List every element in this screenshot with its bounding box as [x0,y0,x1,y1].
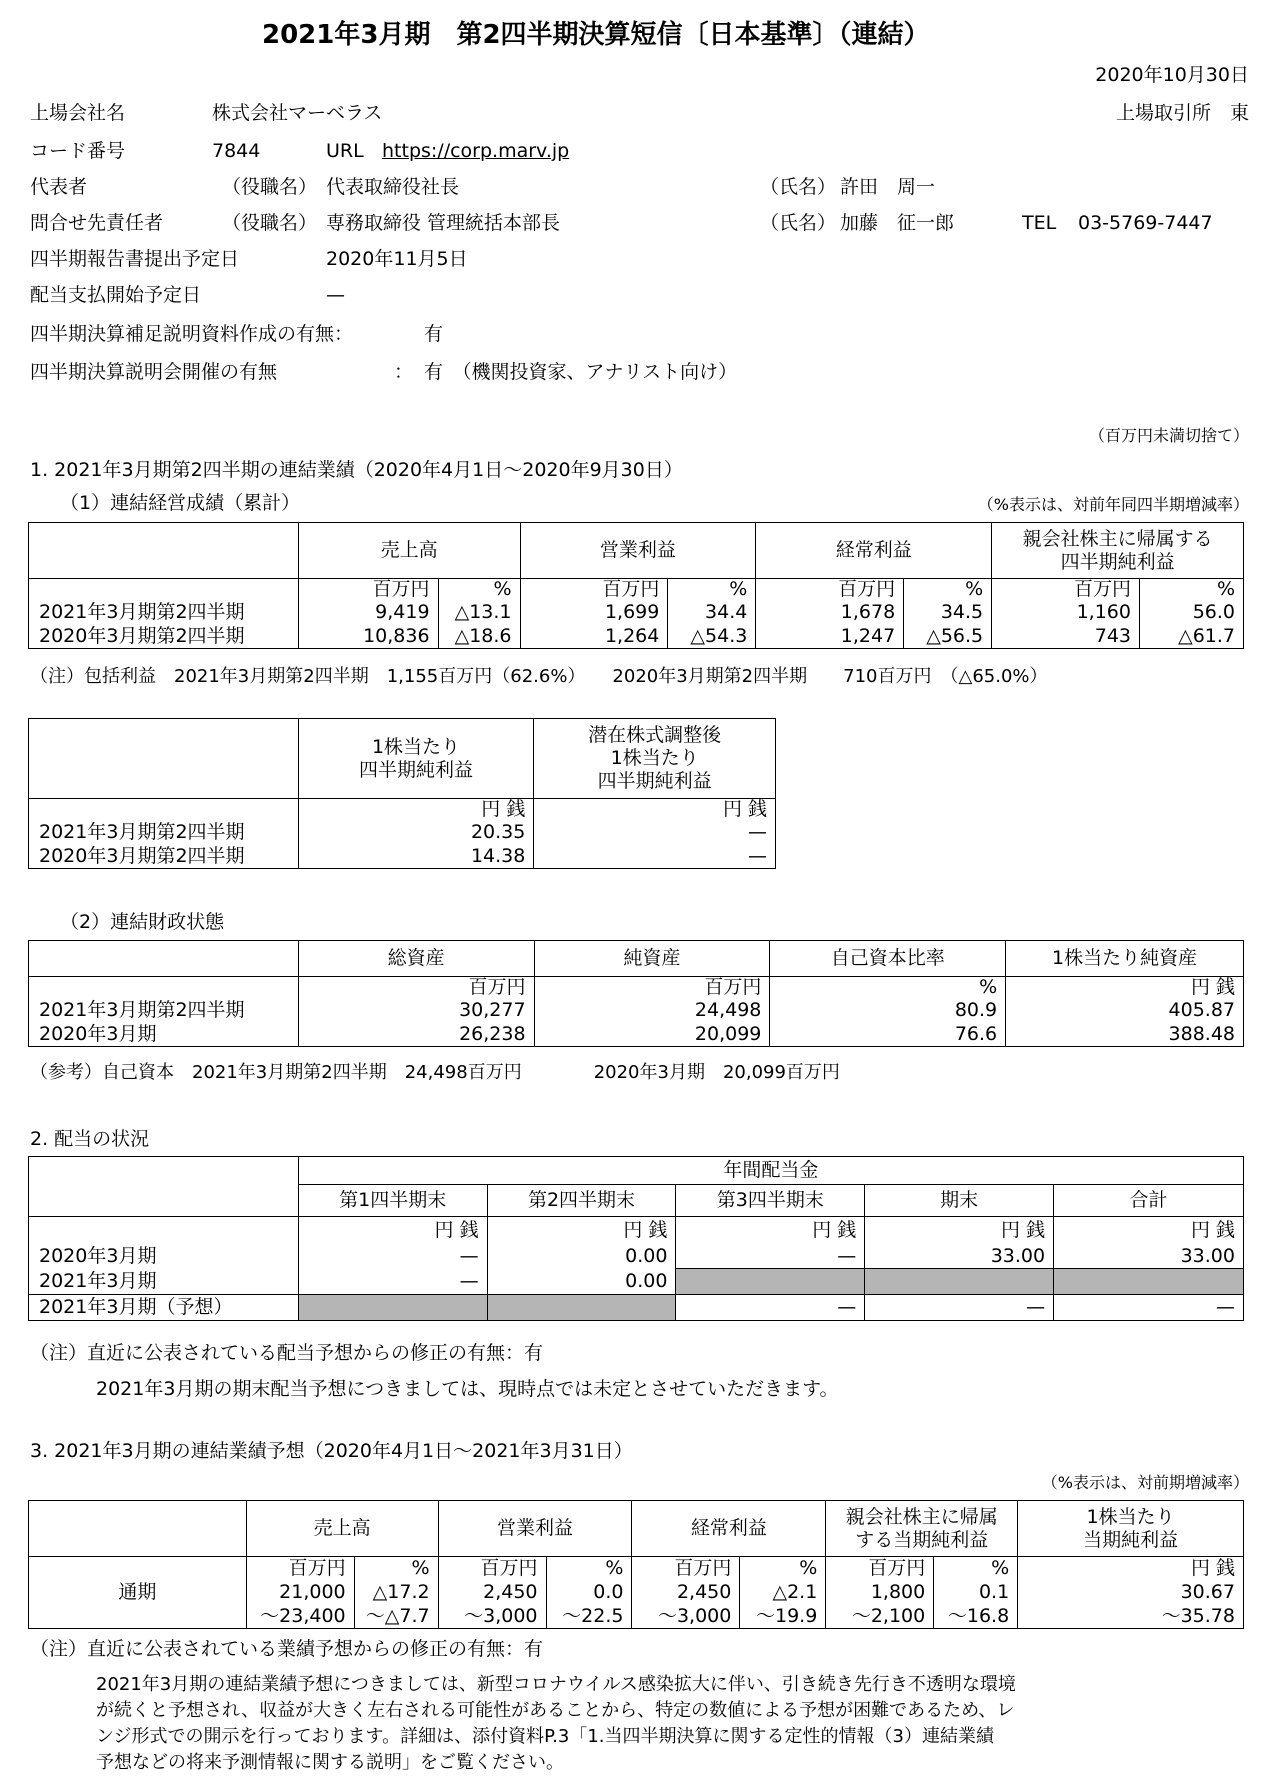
dividend-forecast-note: 2021年3月期の期末配当予想につきましては、現時点では未定とさせていただきます。 [96,1378,839,1400]
value-cell: ～3,000 [438,1605,546,1629]
value-cell: — [676,1295,865,1321]
representative-name: 許田 周一 [840,176,936,198]
header-blank [29,719,299,799]
value-cell: 21,000 [246,1581,354,1605]
col-header-net-assets: 純資産 [534,941,770,977]
report-date-label: 四半期報告書提出予定日 [30,248,240,270]
value-cell: 0.0 [546,1581,632,1605]
shaded-cell [298,1295,487,1321]
value-cell: 10,836 [298,625,438,649]
value-cell: — [865,1295,1054,1321]
col-header-equity-ratio: 自己資本比率 [770,941,1006,977]
briefing-label: 四半期決算説明会開催の有無 [30,361,278,383]
value-cell: △18.6 [438,625,520,649]
header-blank [29,1501,247,1557]
unit-cell: 円 銭 [298,1217,487,1245]
forecast-revision-note: （注）直近に公表されている業績予想からの修正の有無：有 [30,1638,544,1660]
supplementary-value: 有 [424,323,444,345]
col-header-total-assets: 総資産 [298,941,534,977]
unit-cell: 円 銭 [1006,977,1244,999]
col-header-net-income: 親会社株主に帰属 する当期純利益 [826,1501,1018,1557]
value-cell: 1,678 [756,601,904,625]
contact-name: 加藤 征一郎 [840,212,955,234]
value-cell: 33.00 [1054,1245,1244,1269]
row-label: 2021年3月期 [29,1269,299,1295]
value-cell: ～3,000 [632,1605,740,1629]
col-header-q3: 第3四半期末 [676,1185,865,1217]
col-header-q2: 第2四半期末 [487,1185,676,1217]
unit-cell: % [546,1557,632,1581]
shaded-cell [676,1269,865,1295]
unit-cell: 円 銭 [676,1217,865,1245]
row-label: 2021年3月期（予想） [29,1295,299,1321]
unit-cell: 百万円 [992,579,1140,601]
value-cell: 9,419 [298,601,438,625]
value-cell: 34.4 [668,601,756,625]
value-cell: 76.6 [770,1023,1006,1047]
value-cell: 1,160 [992,601,1140,625]
url-label: URL [326,140,364,162]
col-header-eps: 1株当たり 当期純利益 [1018,1501,1244,1557]
value-cell: ～22.5 [546,1605,632,1629]
code-value: 7844 [212,140,261,162]
col-header-q1: 第1四半期末 [298,1185,487,1217]
row-label: 2020年3月期第2四半期 [29,625,299,649]
value-cell: ～35.78 [1018,1605,1244,1629]
section1-sub1: （1）連結経営成績（累計） [60,492,301,514]
dividend-revision-note: （注）直近に公表されている配当予想からの修正の有無：有 [30,1342,544,1364]
unit-cell: 円 銭 [1018,1557,1244,1581]
unit-blank [29,1217,299,1245]
value-cell: ～19.9 [740,1605,826,1629]
briefing-colon: ： [394,361,414,383]
col-header-sales: 売上高 [298,523,520,579]
section1-sub1-note: （%表示は、対前年同四半期増減率） [977,495,1249,514]
value-cell: — [534,821,776,845]
document-title: 2021年3月期 第2四半期決算短信〔日本基準〕（連結） [262,20,930,50]
value-cell: ～2,100 [826,1605,934,1629]
contact-label: 問合せ先責任者 [30,212,164,234]
unit-cell: 円 銭 [487,1217,676,1245]
row-label: 2021年3月期第2四半期 [29,821,299,845]
value-cell: 80.9 [770,999,1006,1023]
unit-cell: % [904,579,992,601]
unit-cell: 百万円 [520,579,668,601]
value-cell: 14.38 [298,845,534,869]
value-cell: ～16.8 [934,1605,1018,1629]
unit-cell: 百万円 [756,579,904,601]
value-cell: 1,800 [826,1581,934,1605]
position-label: （役職名） [222,212,318,234]
unit-cell: 百万円 [298,579,438,601]
value-cell: 20,099 [534,1023,770,1047]
unit-cell: 円 銭 [1054,1217,1244,1245]
value-cell: 20.35 [298,821,534,845]
annual-dividend-header: 年間配当金 [298,1157,1243,1185]
name-label: （氏名） [760,212,837,234]
tel-label: TEL [1022,212,1057,234]
dividend-date-label: 配当支払開始予定日 [30,284,202,306]
value-cell: 34.5 [904,601,992,625]
unit-cell: 百万円 [298,977,534,999]
representative-label: 代表者 [30,176,88,198]
col-header-net-income: 親会社株主に帰属する 四半期純利益 [992,523,1244,579]
dividend-date: — [326,284,345,306]
unit-cell: % [668,579,756,601]
rounding-note: （百万円未満切捨て） [1088,426,1249,445]
unit-cell: 円 銭 [865,1217,1054,1245]
eps-table [28,718,776,869]
value-cell: 2,450 [438,1581,546,1605]
unit-cell: % [740,1557,826,1581]
company-url-link[interactable]: https://corp.marv.jp [382,140,570,162]
col-header-eps: 1株当たり 四半期純利益 [298,719,534,799]
header-blank [29,1157,299,1217]
section2-heading: 2. 配当の状況 [30,1128,150,1150]
representative-title: 代表取締役社長 [326,176,460,198]
exchange: 上場取引所 東 [1115,102,1249,124]
value-cell: △54.3 [668,625,756,649]
value-cell: 743 [992,625,1140,649]
value-cell: △61.7 [1140,625,1244,649]
col-header-diluted-eps: 潜在株式調整後 1株当たり 四半期純利益 [534,719,776,799]
section1-heading: 1. 2021年3月期第2四半期の連結業績（2020年4月1日～2020年9月30日） [30,459,683,481]
row-label-full-year: 通期 [29,1557,247,1629]
shaded-cell [487,1295,676,1321]
unit-blank [29,977,299,999]
unit-blank [29,799,299,821]
col-header-bps: 1株当たり純資産 [1006,941,1244,977]
unit-blank [29,579,299,601]
row-label: 2020年3月期 [29,1245,299,1269]
position-label: （役職名） [222,176,318,198]
name-label: （氏名） [760,176,837,198]
value-cell: 405.87 [1006,999,1244,1023]
col-header-total: 合計 [1054,1185,1244,1217]
unit-cell: % [354,1557,438,1581]
code-label: コード番号 [30,140,126,162]
row-label: 2020年3月期 [29,1023,299,1047]
shaded-cell [1054,1269,1244,1295]
shaded-cell [865,1269,1054,1295]
col-header-ordinary-income: 経常利益 [632,1501,826,1557]
col-header-year-end: 期末 [865,1185,1054,1217]
operating-results-table [28,522,1244,649]
value-cell: 0.00 [487,1245,676,1269]
value-cell: 33.00 [865,1245,1054,1269]
equity-reference-note: （参考）自己資本 2021年3月期第2四半期 24,498百万円 2020年3月期 20,099百万円 [30,1062,840,1083]
financial-position-table [28,940,1244,1047]
value-cell: — [1054,1295,1244,1321]
company-label: 上場会社名 [30,102,126,124]
unit-cell: % [438,579,520,601]
value-cell: 0.00 [487,1269,676,1295]
release-date: 2020年10月30日 [1095,64,1249,86]
forecast-explanation: 2021年3月期の連結業績予想につきましては、新型コロナウイルス感染拡大に伴い、引き続き先行き不透明な環境 が続くと予想され、収益が大きく左右される可能性があることから、特定の数値による予想が困難であるため、レ ンジ形式での開示を行っております。詳細は、添付資料P.3「1.当四半期決算に関する定性的情報（3）連結業績 予想などの将来予測情報に関する説明」をご覧ください。 [96,1674,1016,1774]
header-blank [29,941,299,977]
value-cell: — [676,1245,865,1269]
col-header-ordinary-income: 経常利益 [756,523,992,579]
value-cell: 1,264 [520,625,668,649]
header-blank [29,523,299,579]
supplementary-label: 四半期決算補足説明資料作成の有無： [30,323,354,345]
value-cell: 2,450 [632,1581,740,1605]
value-cell: 0.1 [934,1581,1018,1605]
value-cell: △13.1 [438,601,520,625]
value-cell: — [298,1245,487,1269]
tel-value: 03-5769-7447 [1078,212,1213,234]
dividend-table [28,1156,1244,1321]
value-cell: ～△7.7 [354,1605,438,1629]
col-header-operating-income: 営業利益 [520,523,756,579]
value-cell: — [298,1269,487,1295]
unit-cell: 百万円 [632,1557,740,1581]
unit-cell: 円 銭 [534,799,776,821]
forecast-table [28,1500,1244,1629]
col-header-operating-income: 営業利益 [438,1501,632,1557]
section3-note-right: （%表示は、対前期増減率） [1041,1473,1249,1492]
contact-title: 専務取締役 管理統括本部長 [326,212,561,234]
value-cell: 26,238 [298,1023,534,1047]
unit-cell: 百万円 [534,977,770,999]
unit-cell: 百万円 [826,1557,934,1581]
section1-sub2: （2）連結財政状態 [60,911,225,933]
unit-cell: 百万円 [438,1557,546,1581]
value-cell: △56.5 [904,625,992,649]
row-label: 2020年3月期第2四半期 [29,845,299,869]
company-name: 株式会社マーベラス [212,102,383,124]
briefing-value: 有 （機関投資家、アナリスト向け） [424,361,738,383]
value-cell: 24,498 [534,999,770,1023]
value-cell: 30.67 [1018,1581,1244,1605]
value-cell: 30,277 [298,999,534,1023]
value-cell: ～23,400 [246,1605,354,1629]
section3-heading: 3. 2021年3月期の連結業績予想（2020年4月1日～2021年3月31日） [30,1440,633,1462]
unit-cell: % [770,977,1006,999]
value-cell: △2.1 [740,1581,826,1605]
value-cell: 1,247 [756,625,904,649]
value-cell: 388.48 [1006,1023,1244,1047]
unit-cell: % [934,1557,1018,1581]
value-cell: — [534,845,776,869]
value-cell: 56.0 [1140,601,1244,625]
unit-cell: % [1140,579,1244,601]
col-header-sales: 売上高 [246,1501,438,1557]
unit-cell: 百万円 [246,1557,354,1581]
unit-cell: 円 銭 [298,799,534,821]
comprehensive-income-note: （注）包括利益 2021年3月期第2四半期 1,155百万円（62.6%） 2020年3月期第2四半期 710百万円 （△65.0%） [30,666,1048,687]
row-label: 2021年3月期第2四半期 [29,601,299,625]
value-cell: 1,699 [520,601,668,625]
value-cell: △17.2 [354,1581,438,1605]
report-date: 2020年11月5日 [326,248,468,270]
row-label: 2021年3月期第2四半期 [29,999,299,1023]
